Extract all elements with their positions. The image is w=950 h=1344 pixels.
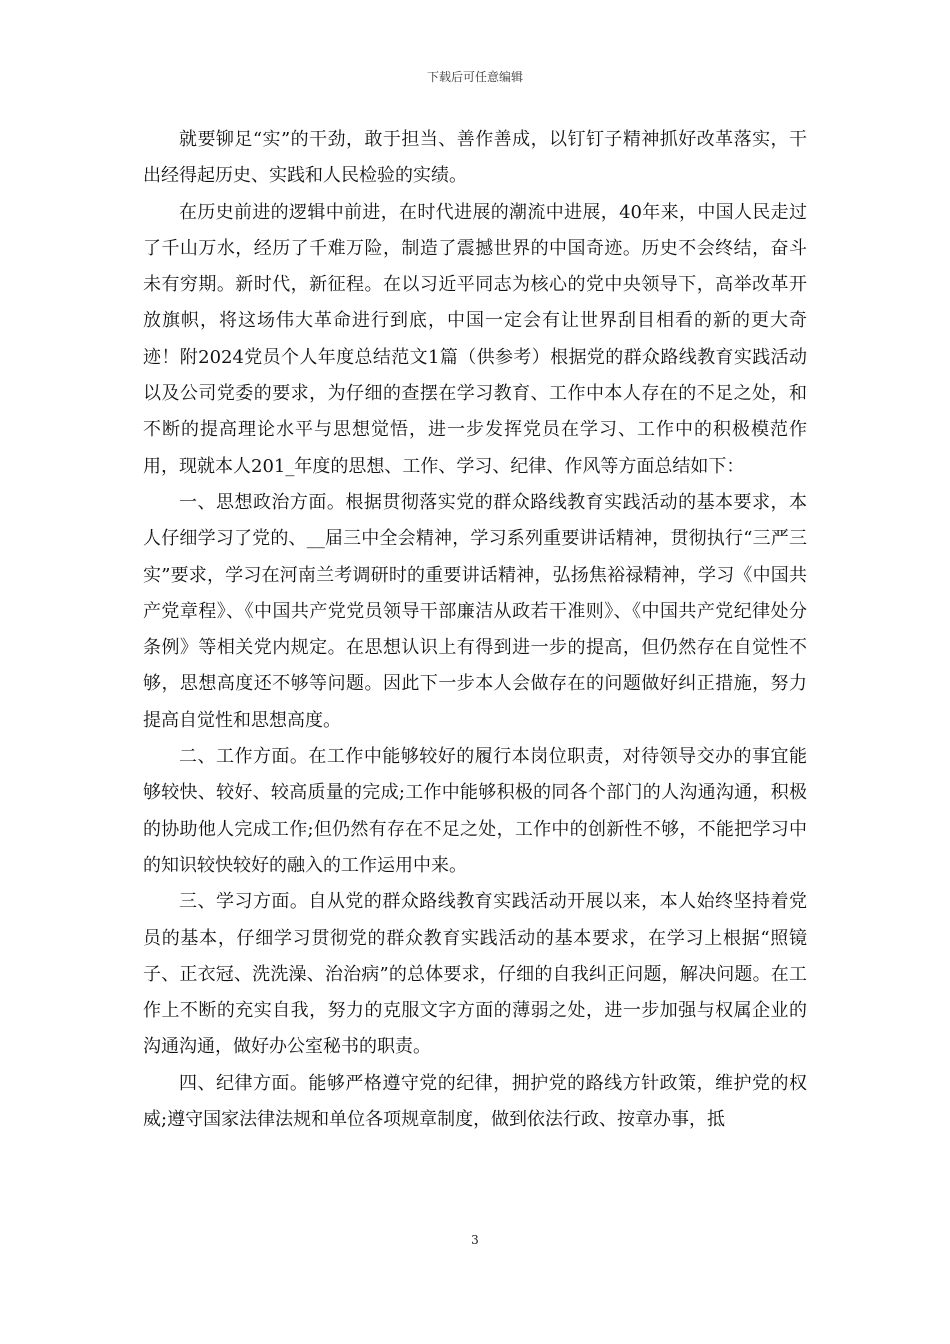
- paragraph-history: 在历史前进的逻辑中前进，在时代进展的潮流中进展，40年来，中国人民走过了千山万水，经历了千难万险，制造了震撼世界的中国奇迹。历史不会终结，奋斗未有穷期。新时代，新征程。在以习近平同志为核心的党中央领导下，高举改革开放旗帜，将这场伟大革命进行到底，中国一定会有让世界刮目相看的新的更大奇迹！附2024党员个人年度总结范文1篇（供参考）根据党的群众路线教育实践活动以及公司党委的要求，为仔细的查摆在学习教育、工作中本人存在的不足之处，和不断的提高理论水平与思想觉悟，进一步发挥党员在学习、工作中的积极模范作用，现就本人201_年度的思想、工作、学习、纪律、作风等方面总结如下：: [143, 201, 807, 477]
- paragraph-study: 三、学习方面。自从党的群众路线教育实践活动开展以来，本人始终坚持着党员的基本，仔细学习贯彻党的群众教育实践活动的基本要求，在学习上根据“照镜子、正衣冠、洗洗澡、治治病”的总体要求，仔细的自我纠正问题，解决问题。在工作上不断的充实自我，努力的克服文字方面的薄弱之处，进一步加强与权属企业的沟通沟通，做好办公室秘书的职责。: [143, 891, 807, 1058]
- page-number: 3: [471, 1233, 479, 1247]
- paragraph-political-thought: 一、思想政治方面。根据贯彻落实党的群众路线教育实践活动的基本要求，本人仔细学习了党的、__届三中全会精神，学习系列重要讲话精神，贯彻执行“三严三实”要求，学习在河南兰考调研时的重要讲话精神，弘扬焦裕禄精神，学习《中国共产党章程》、《中国共产党党员领导干部廉洁从政若干准则》、《中国共产党纪律处分条例》等相关党内规定。在思想认识上有得到进一步的提高，但仍然存在自觉性不够，思想高度还不够等问题。因此下一步本人会做存在的问题做好纠正措施，努力提高自觉性和思想高度。: [143, 491, 807, 731]
- paragraph-continuation: 就要铆足“实”的干劲，敢于担当、善作善成，以钉钉子精神抓好改革落实，干出经得起历史、实践和人民检验的实绩。: [143, 129, 807, 187]
- page-header: 下载后可任意编辑: [426, 70, 523, 84]
- paragraph-discipline: 四、纪律方面。能够严格遵守党的纪律，拥护党的路线方针政策，维护党的权威;遵守国家法律法规和单位各项规章制度，做到依法行政、按章办事，抵: [143, 1072, 807, 1131]
- paragraph-work: 二、工作方面。在工作中能够较好的履行本岗位职责，对待领导交办的事宜能够较快、较好、较高质量的完成;工作中能够积极的同各个部门的人沟通沟通，积极的协助他人完成工作;但仍然有存在不足之处，工作中的创新性不够，不能把学习中的知识较快较好的融入的工作运用中来。: [143, 746, 807, 876]
- document-body: [143, 122, 807, 1138]
